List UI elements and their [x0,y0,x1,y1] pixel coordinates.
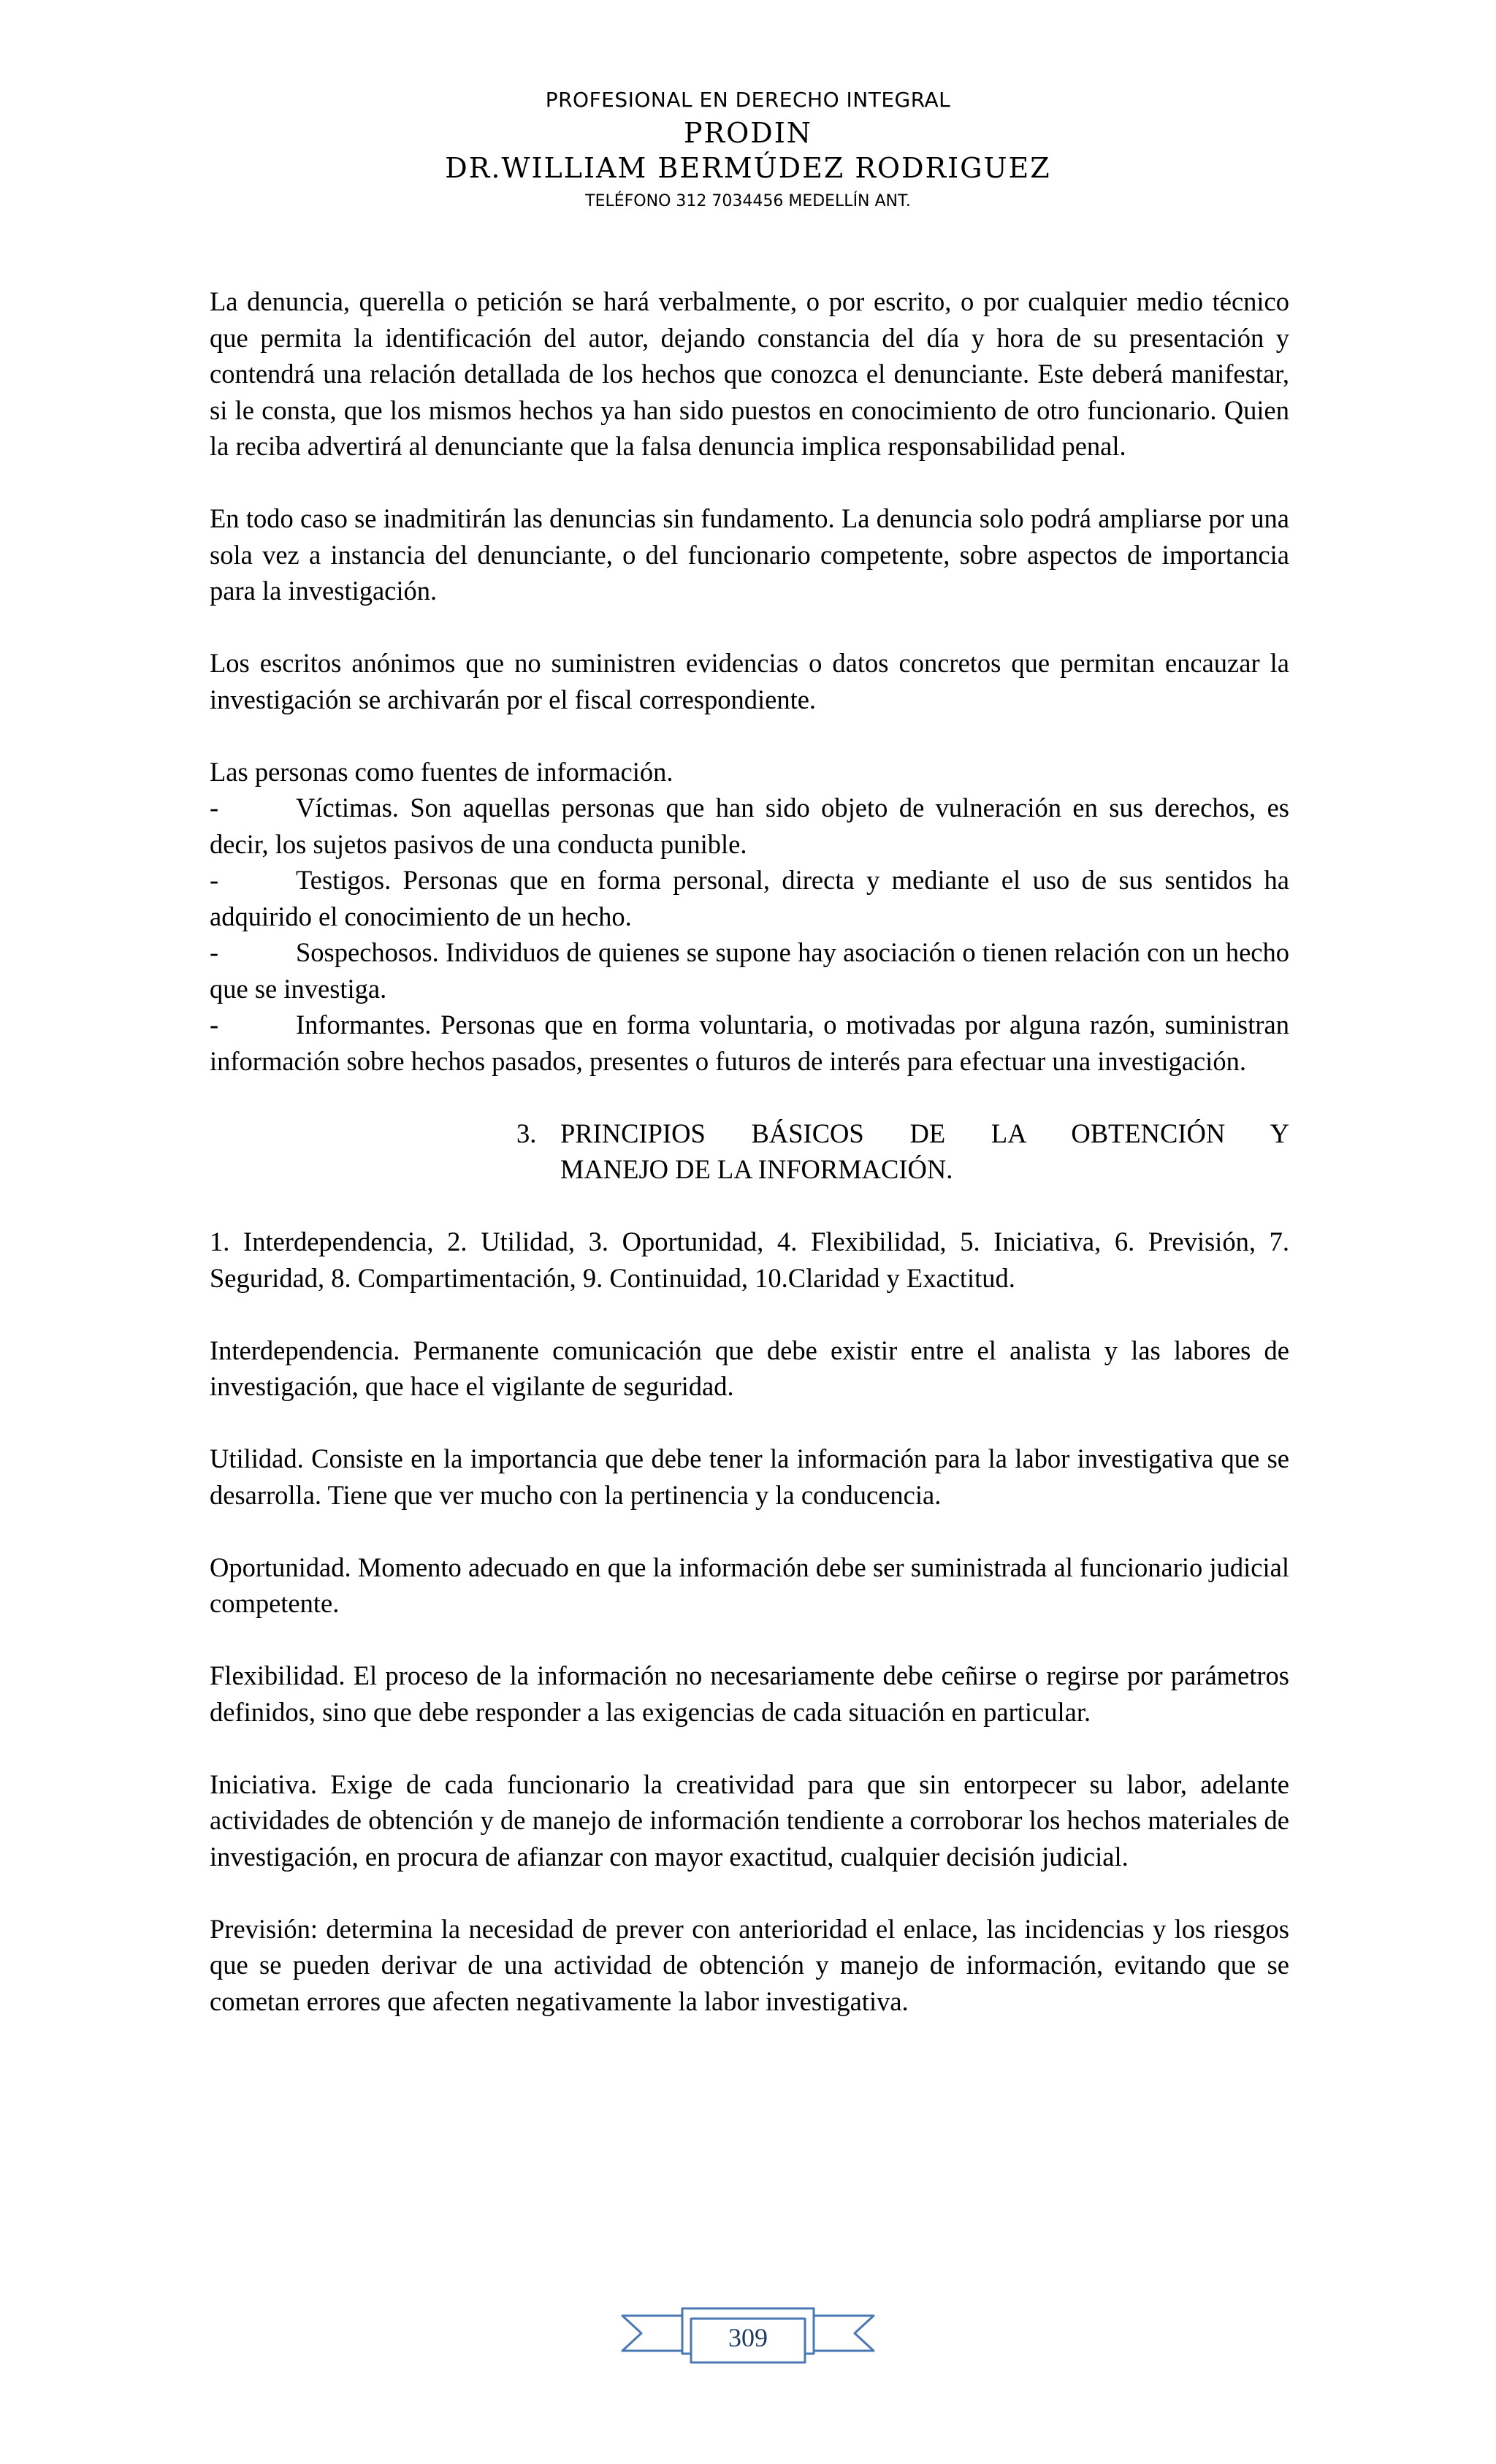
section-number: 3. [516,1118,537,1148]
paragraph-iniciativa: Iniciativa. Exige de cada funcionario la creatividad para que sin entorpecer su labor, adelante actividades de obtención y de manejo de información tendiente a corroborar los hechos materiales de investigación, en procura de afianzar con mayor exactitud, cualquier decisión judicial. [210,1769,1289,1872]
paragraph-denuncia: La denuncia, querella o petición se hará verbalmente, o por escrito, o por cualquier medio técnico que permita la identificación del autor, dejando constancia del día y hora de su presentación y contendrá una relación detallada de los hechos que conozca el denunciante. Este deberá manifestar, si le consta, que los mismos hechos ya han sido puestos en conocimiento de otro funcionario. Quien la reciba advertirá al denunciante que la falsa denuncia implica responsabilidad penal. [210,286,1289,461]
list-item-sospechosos [210,934,1289,1007]
header-acronym: PRODIN [683,117,813,149]
section-title [560,1115,1289,1188]
paragraph-prevision: Previsión: determina la necesidad de prever con anterioridad el enlace, las incidencias y los riesgos que se pueden derivar de una actividad de obtención y manejo de información, evitando que se cometan errores que afecten negativamente la labor investigativa. [210,1913,1289,2016]
list-item-informantes [210,1007,1289,1079]
list-item-victimas [210,790,1289,862]
paragraph-inadmision: En todo caso se inadmitirán las denuncias sin fundamento. La denuncia solo podrá ampliarse por una sola vez a instancia del denunciante, o del funcionario competente, sobre aspectos de importancia para la investigación. [210,503,1289,606]
paragraph-principles-list: 1. Interdependencia, 2. Utilidad, 3. Oportunidad, 4. Flexibilidad, 5. Iniciativa, 6. Previsión, 7. Seguridad, 8. Compartimentación, 9. Continuidad, 10.Claridad y Exactitud. [210,1227,1289,1293]
paragraph-utilidad: Utilidad. Consiste en la importancia que debe tener la información para la labor investigativa que se desarrolla. Tiene que ver mucho con la pertinencia y la conducencia. [210,1443,1289,1510]
list-item-text: Testigos. Personas que en forma personal, directa y mediante el uso de sus sentidos ha adquirido el conocimiento de un hecho. [210,865,1289,931]
document-body [210,283,1289,2056]
paragraph-fuentes: Las personas como fuentes de información. [210,756,673,787]
list-dash: - [210,865,219,895]
list-dash: - [210,937,219,967]
header-contact: TELÉFONO 312 7034456 MEDELLÍN ANT. [585,192,911,210]
page-number-ribbon [621,2301,875,2374]
paragraph-interdependencia: Interdependencia. Permanente comunicación que debe existir entre el analista y las labores de investigación, que hace el vigilante de seguridad. [210,1335,1289,1401]
page-header [0,86,1496,215]
list-item-text: Víctimas. Son aquellas personas que han sido objeto de vulneración en sus derechos, es decir, los sujetos pasivos de una conducta punible. [210,793,1289,859]
page-number: 309 [728,2323,768,2352]
paragraph-oportunidad: Oportunidad. Momento adecuado en que la información debe ser suministrada al funcionario judicial competente. [210,1552,1289,1618]
list-dash: - [210,793,219,823]
paragraph-anonimos: Los escritos anónimos que no suministren evidencias o datos concretos que permitan encauzar la investigación se archivarán por el fiscal correspondiente. [210,648,1289,714]
section-title-line2: MANEJO DE LA INFORMACIÓN. [560,1154,953,1184]
paragraph-flexibilidad: Flexibilidad. El proceso de la información no necesariamente debe ceñirse o regirse por parámetros definidos, sino que debe responder a las exigencias de cada situación en particular. [210,1660,1289,1727]
header-author: DR.WILLIAM BERMÚDEZ RODRIGUEZ [445,152,1051,184]
section-title-line1: PRINCIPIOS BÁSICOS DE LA OBTENCIÓN Y [560,1118,1289,1148]
list-item-testigos [210,862,1289,934]
section-heading [210,1115,1289,1188]
list-item-text: Sospechosos. Individuos de quienes se supone hay asociación o tienen relación con un hecho que se investiga. [210,937,1289,1004]
list-item-text: Informantes. Personas que en forma voluntaria, o motivadas por alguna razón, suministran información sobre hechos pasados, presentes o futuros de interés para efectuar una investigación. [210,1010,1289,1076]
header-firm-name: PROFESIONAL EN DERECHO INTEGRAL [545,88,951,112]
list-dash: - [210,1010,219,1040]
